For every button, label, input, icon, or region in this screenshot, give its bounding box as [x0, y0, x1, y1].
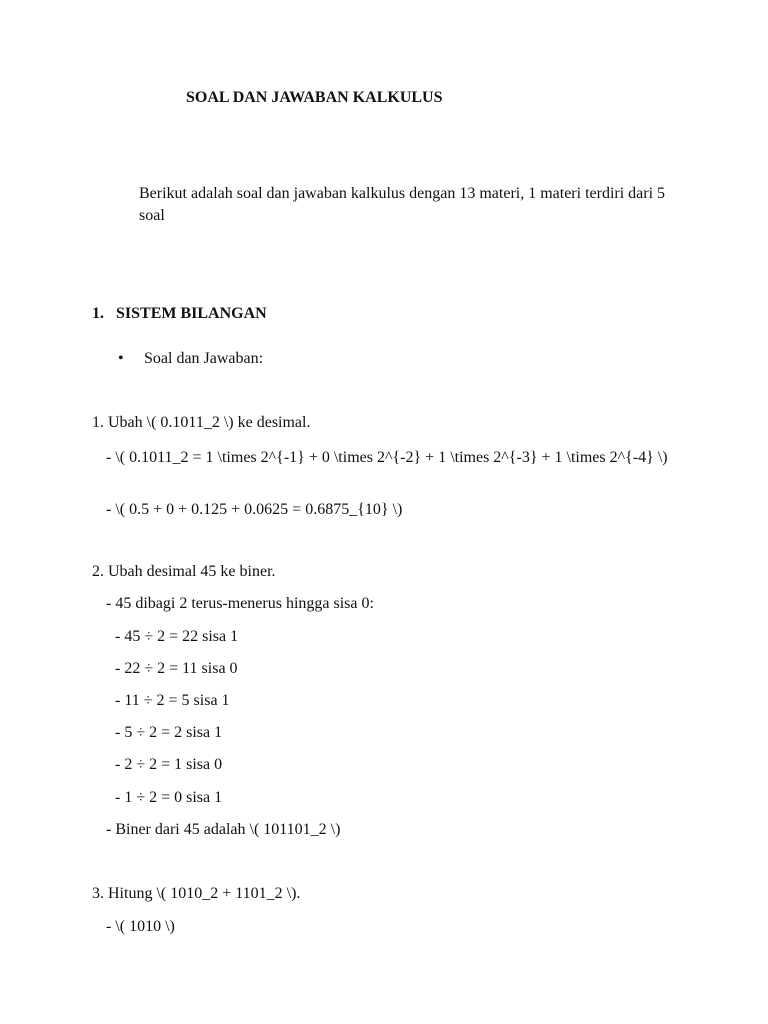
q2-division: - 11 ÷ 2 = 5 sisa 1 [115, 692, 230, 709]
bullet-icon: • [118, 350, 124, 367]
q1-question: 1. Ubah \( 0.1011_2 \) ke desimal. [92, 414, 311, 431]
bullet-text: Soal dan Jawaban: [144, 350, 264, 367]
q2-question: 2. Ubah desimal 45 ke biner. [92, 563, 276, 580]
q2-division: - 1 ÷ 2 = 0 sisa 1 [115, 789, 223, 806]
q2-division: - 45 ÷ 2 = 22 sisa 1 [115, 628, 239, 645]
section-title: SISTEM BILANGAN [116, 305, 267, 322]
q2-division: - 22 ÷ 2 = 11 sisa 0 [115, 660, 238, 677]
q2-division: - 2 ÷ 2 = 1 sisa 0 [115, 756, 223, 773]
q1-step-1: - \( 0.1011_2 = 1 \times 2^{-1} + 0 \times 2^{-2} + 1 \times 2^{-3} + 1 \times 2^{-4} \) [106, 449, 668, 466]
q3-step-1: - \( 1010 \) [106, 918, 175, 935]
section-number: 1. [92, 305, 104, 322]
q1-step-2: - \( 0.5 + 0 + 0.125 + 0.0625 = 0.6875_{10} \) [106, 501, 403, 518]
q2-result: - Biner dari 45 adalah \( 101101_2 \) [106, 821, 341, 838]
q2-step-1: - 45 dibagi 2 terus-menerus hingga sisa 0: [106, 595, 374, 612]
q3-question: 3. Hitung \( 1010_2 + 1101_2 \). [92, 885, 301, 902]
document-title: SOAL DAN JAWABAN KALKULUS [186, 89, 443, 106]
intro-paragraph: Berikut adalah soal dan jawaban kalkulus dengan 13 materi, 1 materi terdiri dari 5 soal [139, 185, 666, 224]
section-heading [92, 304, 267, 324]
q2-division: - 5 ÷ 2 = 2 sisa 1 [115, 724, 223, 741]
bullet-item [118, 349, 263, 369]
